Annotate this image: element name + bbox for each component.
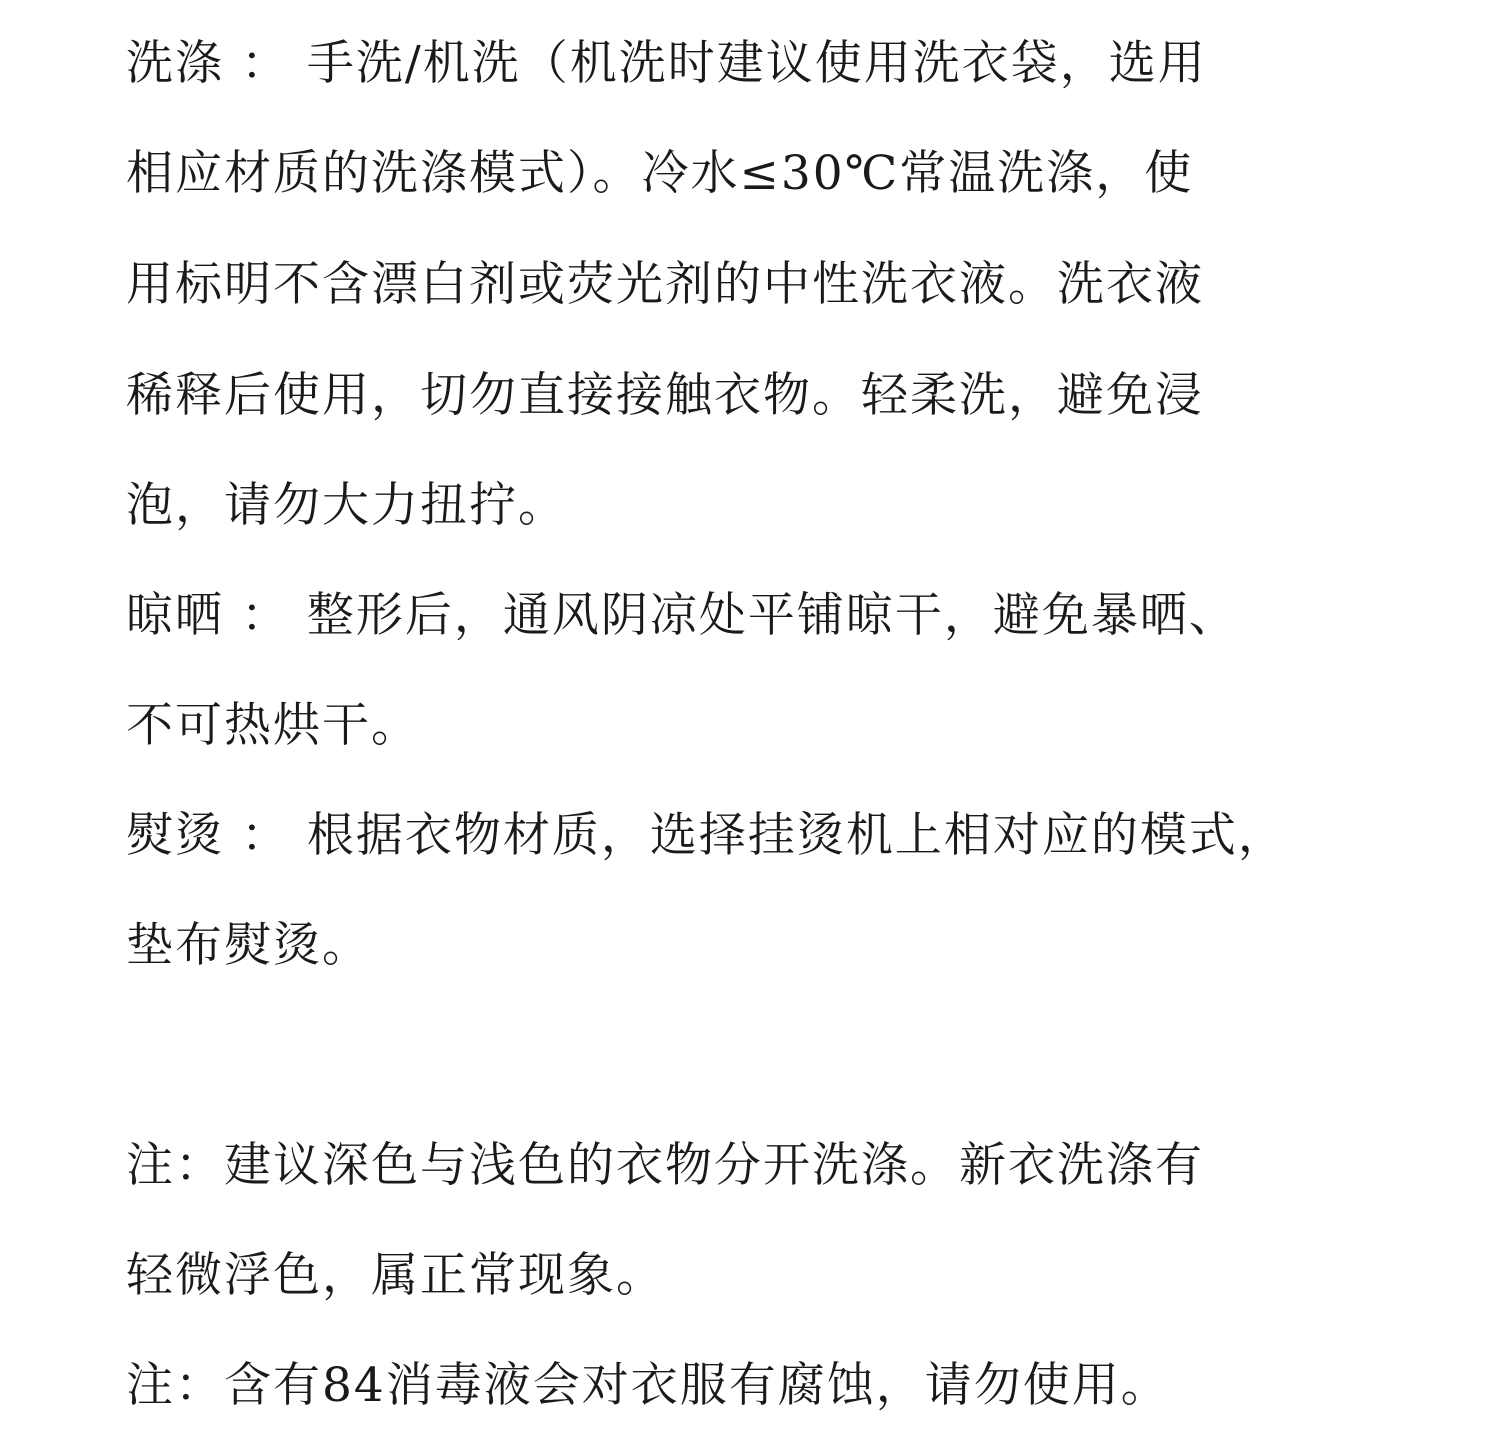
ironing-line-2: 垫布熨烫。 <box>126 918 371 973</box>
note2-line-1: 注：含有84消毒液会对衣服有腐蚀，请勿使用。 <box>126 1358 1170 1413</box>
washing-line-3: 用标明不含漂白剂或荧光剂的中性洗衣液。洗衣液 <box>126 257 1204 312</box>
note1-line-2: 轻微浮色，属正常现象。 <box>126 1248 665 1303</box>
ironing-line-1: 熨烫 ： 根据衣物材质，选择挂烫机上相对应的模式， <box>126 808 1287 863</box>
washing-line-5: 泡，请勿大力扭拧。 <box>126 478 567 533</box>
note1-line-1: 注：建议深色与浅色的衣物分开洗涤。新衣洗涤有 <box>126 1138 1204 1193</box>
drying-line-2: 不可热烘干。 <box>126 698 420 753</box>
drying-line-1: 晾晒 ： 整形后，通风阴凉处平铺晾干，避免暴晒、 <box>126 588 1238 643</box>
washing-line-1: 洗涤 ： 手洗/机洗（机洗时建议使用洗衣袋，选用 <box>126 36 1207 91</box>
washing-line-2: 相应材质的洗涤模式）。冷水≤30℃常温洗涤，使 <box>126 146 1194 201</box>
washing-line-4: 稀释后使用，切勿直接接触衣物。轻柔洗，避免浸 <box>126 368 1204 423</box>
